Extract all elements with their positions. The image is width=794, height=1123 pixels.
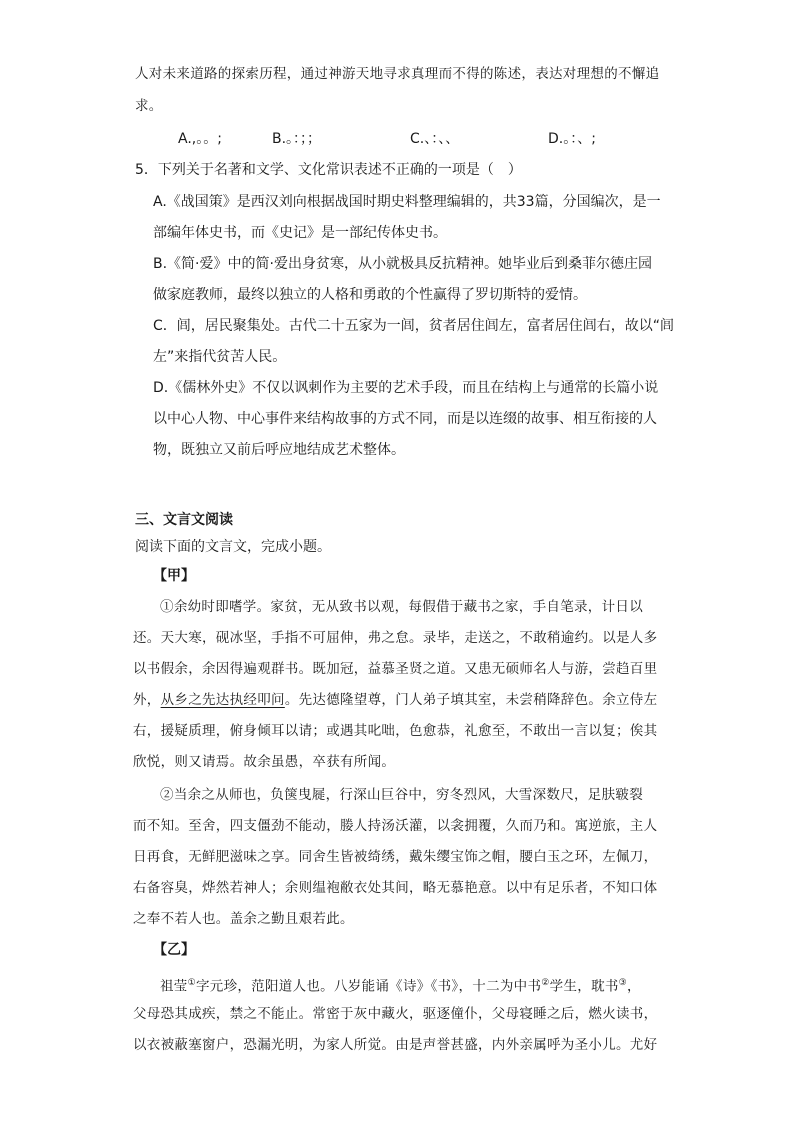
yi-line-1 [160, 973, 641, 997]
yi-line-2: 父母恐其成疾，禁之不能止。常密于灰中藏火，驱逐僮仆，父母寝睡之后，燃火读书， [133, 1006, 658, 1022]
jia-p2-number: ② [160, 787, 174, 803]
q5-stem: 5．下列关于名著和文学、文化常识表述不正确的一项是（ ） [135, 162, 522, 178]
underlined-sentence: 从乡之先达执经叩问 [160, 692, 285, 708]
q4-text-line-1: 人对未来道路的探索历程，通过神游天地寻求真理而不得的陈述，表达对理想的不懈追 [135, 66, 660, 82]
q4-option-b: B.。：；； [272, 131, 322, 147]
q5-option-c-line-1: C．闾，居民聚集处。古代二十五家为一闾，贫者居住闾左，富者居住闾右，故以“闾 [153, 318, 675, 334]
q5-option-a-line-2: 部编年体史书，而《史记》是一部纪传体史书。 [153, 225, 447, 241]
q5-option-b-line-2: 做家庭教师，最终以独立的人格和勇敢的个性赢得了罗切斯特的爱情。 [153, 287, 587, 303]
footnote-1-marker: ① [187, 978, 196, 988]
yi-text-1b: 字元珍，范阳道人也。八岁能诵《诗》《书》，十二为中书 [195, 978, 542, 995]
jia-p2-line-5: 之奉不若人也。盖余之勤且艰若此。 [133, 911, 354, 927]
q4-option-a: A.,。。; [178, 131, 222, 147]
footnote-2-marker: ② [541, 978, 550, 988]
q4-text-line-2: 求。 [135, 98, 163, 114]
jia-p1-text-4b: 。先达德隆望尊，门人弟子填其室，未尝稍降辞色。余立侍左 [284, 692, 658, 708]
section-title: 三、文言文阅读 [135, 512, 233, 528]
jia-p1-number: ① [160, 599, 174, 615]
yi-line-3: 以衣被蔽塞窗户，恐漏光明，为家人所觉。由是声誉甚盛，内外亲属呼为圣小儿。尤好 [133, 1037, 658, 1053]
q5-option-d-line-1: D.《儒林外史》不仅以讽刺作为主要的艺术手段，而且在结构上与通常的长篇小说 [153, 380, 659, 396]
jia-p1-text-4a: 外， [133, 692, 161, 708]
q5-option-c-line-2: 左”来指代贫苦人民。 [153, 349, 287, 365]
q4-option-d: D.。：、; [548, 131, 596, 147]
section-instruction: 阅读下面的文言文，完成小题。 [135, 539, 331, 555]
jia-p2-line-3: 日再食，无鲜肥滋味之享。同舍生皆被绮绣，戴朱缨宝饰之帽，腰白玉之环，左佩刀， [133, 849, 658, 865]
jia-p1-line-6: 欣悦，则又请焉。故余虽愚，卒获有所闻。 [133, 754, 396, 770]
jia-p1-line-5: 右，援疑质理，俯身倾耳以请；或遇其叱咄，色愈恭，礼愈至，不敢出一言以复；俟其 [133, 723, 658, 739]
q4-option-c: C.、：、、 [410, 131, 460, 147]
q5-option-d-line-2: 以中心人物、中心事件来结构故事的方式不同，而是以连缀的故事、相互衔接的人 [153, 411, 657, 427]
jia-p2-line-1 [160, 785, 643, 805]
jia-p1-text-1: 余幼时即嗜学。家贫，无从致书以观，每假借于藏书之家，手自笔录，计日以 [173, 599, 644, 615]
jia-p2-line-4: 右备容臭，烨然若神人；余则缊袍敝衣处其间，略无慕艳意。以中有足乐者，不知口体 [133, 880, 658, 896]
jia-p2-text-1: 当余之从师也，负箧曳屣，行深山巨谷中，穷冬烈风，大雪深数尺，足肤皲裂 [173, 787, 644, 803]
jia-p2-line-2: 而不知。至舍，四支僵劲不能动，媵人持汤沃灌，以衾拥覆，久而乃和。寓逆旅，主人 [133, 818, 658, 834]
q5-option-a-line-1: A.《战国策》是西汉刘向根据战国时期史料整理编辑的，共33篇，分国编次，是一 [153, 194, 661, 210]
jia-p1-line-3: 以书假余，余因得遍观群书。既加冠，益慕圣贤之道。又患无硕师名人与游，尝趋百里 [133, 661, 658, 677]
footnote-3-marker: ③ [618, 978, 628, 988]
q5-option-d-line-3: 物，既独立又前后呼应地结成艺术整体。 [153, 442, 405, 458]
jia-p1-line-1 [160, 597, 643, 617]
q5-option-b-line-1: B.《简·爱》中的简·爱出身贫寒，从小就极具反抗精神。她毕业后到桑菲尔德庄园 [153, 256, 652, 272]
yi-text-1c: 学生，耽书 [549, 978, 619, 995]
yi-text-1a: 祖莹 [160, 978, 188, 995]
passage-jia-label: 【甲】 [153, 568, 195, 584]
jia-p1-line-2: 还。天大寒，砚冰坚，手指不可屈伸，弗之怠。录毕，走送之，不敢稍逾约。以是人多 [133, 630, 658, 646]
jia-p1-line-4 [133, 690, 657, 710]
passage-yi-label: 【乙】 [153, 942, 195, 958]
yi-text-1d: ， [627, 978, 641, 995]
